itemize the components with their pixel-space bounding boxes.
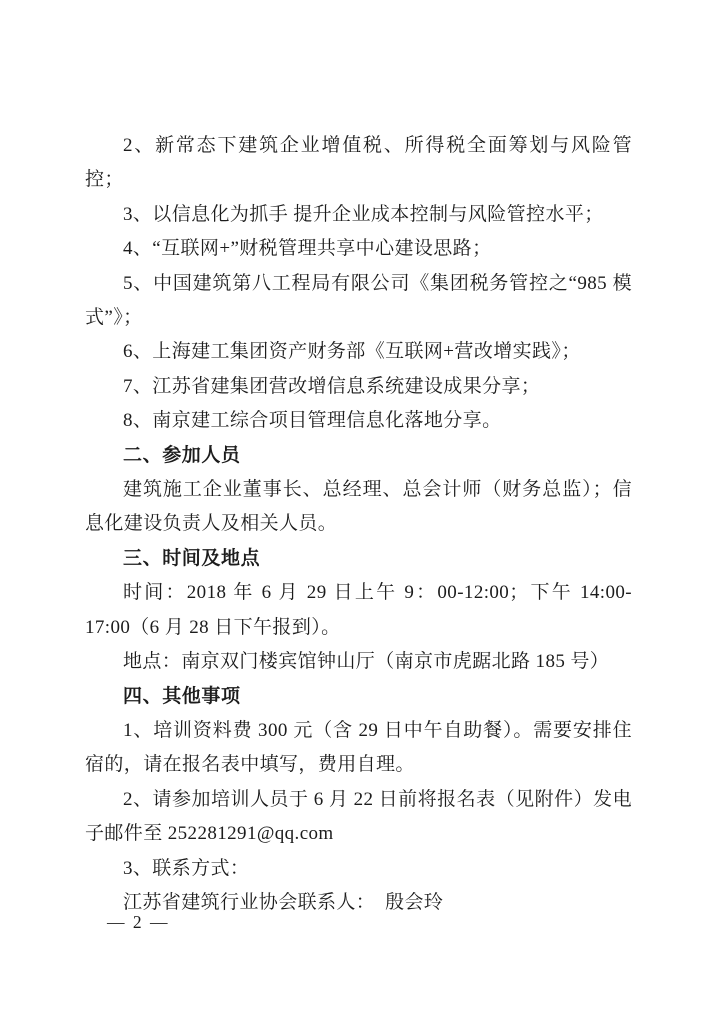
agenda-item: 4、“互联网+”财税管理共享中心建设思路； <box>123 238 492 260</box>
document-body <box>85 129 632 920</box>
agenda-item: 3、以信息化为抓手 提升企业成本控制与风险管控水平； <box>123 203 604 225</box>
agenda-item: 6、上海建工集团资产财务部《互联网+营改增实践》； <box>123 341 581 363</box>
contact-person-paragraph: 江苏省建筑行业协会联系人： 殷会玲 <box>123 891 444 913</box>
section-heading-time-location: 三、时间及地点 <box>123 547 261 569</box>
time-paragraph: 时间：2018 年 6 月 29 日上午 9：00-12:00；下午 14:00-17:00（6 月 28 日下午报到）。 <box>85 582 632 638</box>
fee-paragraph: 1、培训资料费 300 元（含 29 日中午自助餐）。需要安排住宿的，请在报名表中填写，费用自理。 <box>85 719 632 776</box>
contact-method-paragraph: 3、联系方式： <box>123 857 250 879</box>
participants-paragraph: 建筑施工企业董事长、总经理、总会计师（财务总监）；信息化建设负责人及相关人员。 <box>85 479 632 535</box>
location-paragraph: 地点：南京双门楼宾馆钟山厅（南京市虎踞北路 185 号） <box>123 651 610 673</box>
page-number: — 2 — <box>107 912 170 932</box>
agenda-item: 2、新常态下建筑企业增值税、所得税全面筹划与风险管控； <box>85 135 632 191</box>
registration-paragraph: 2、请参加培训人员于 6 月 22 日前将报名表（见附件）发电子邮件至 252281291@qq.com <box>85 788 632 845</box>
agenda-item: 7、江苏省建集团营改增信息系统建设成果分享； <box>123 375 541 397</box>
section-heading-other-items: 四、其他事项 <box>123 685 241 707</box>
section-heading-participants: 二、参加人员 <box>123 444 241 466</box>
agenda-item: 8、南京建工综合项目管理信息化落地分享。 <box>123 410 502 432</box>
agenda-item: 5、中国建筑第八工程局有限公司《集团税务管控之“985 模式”》； <box>85 272 632 329</box>
